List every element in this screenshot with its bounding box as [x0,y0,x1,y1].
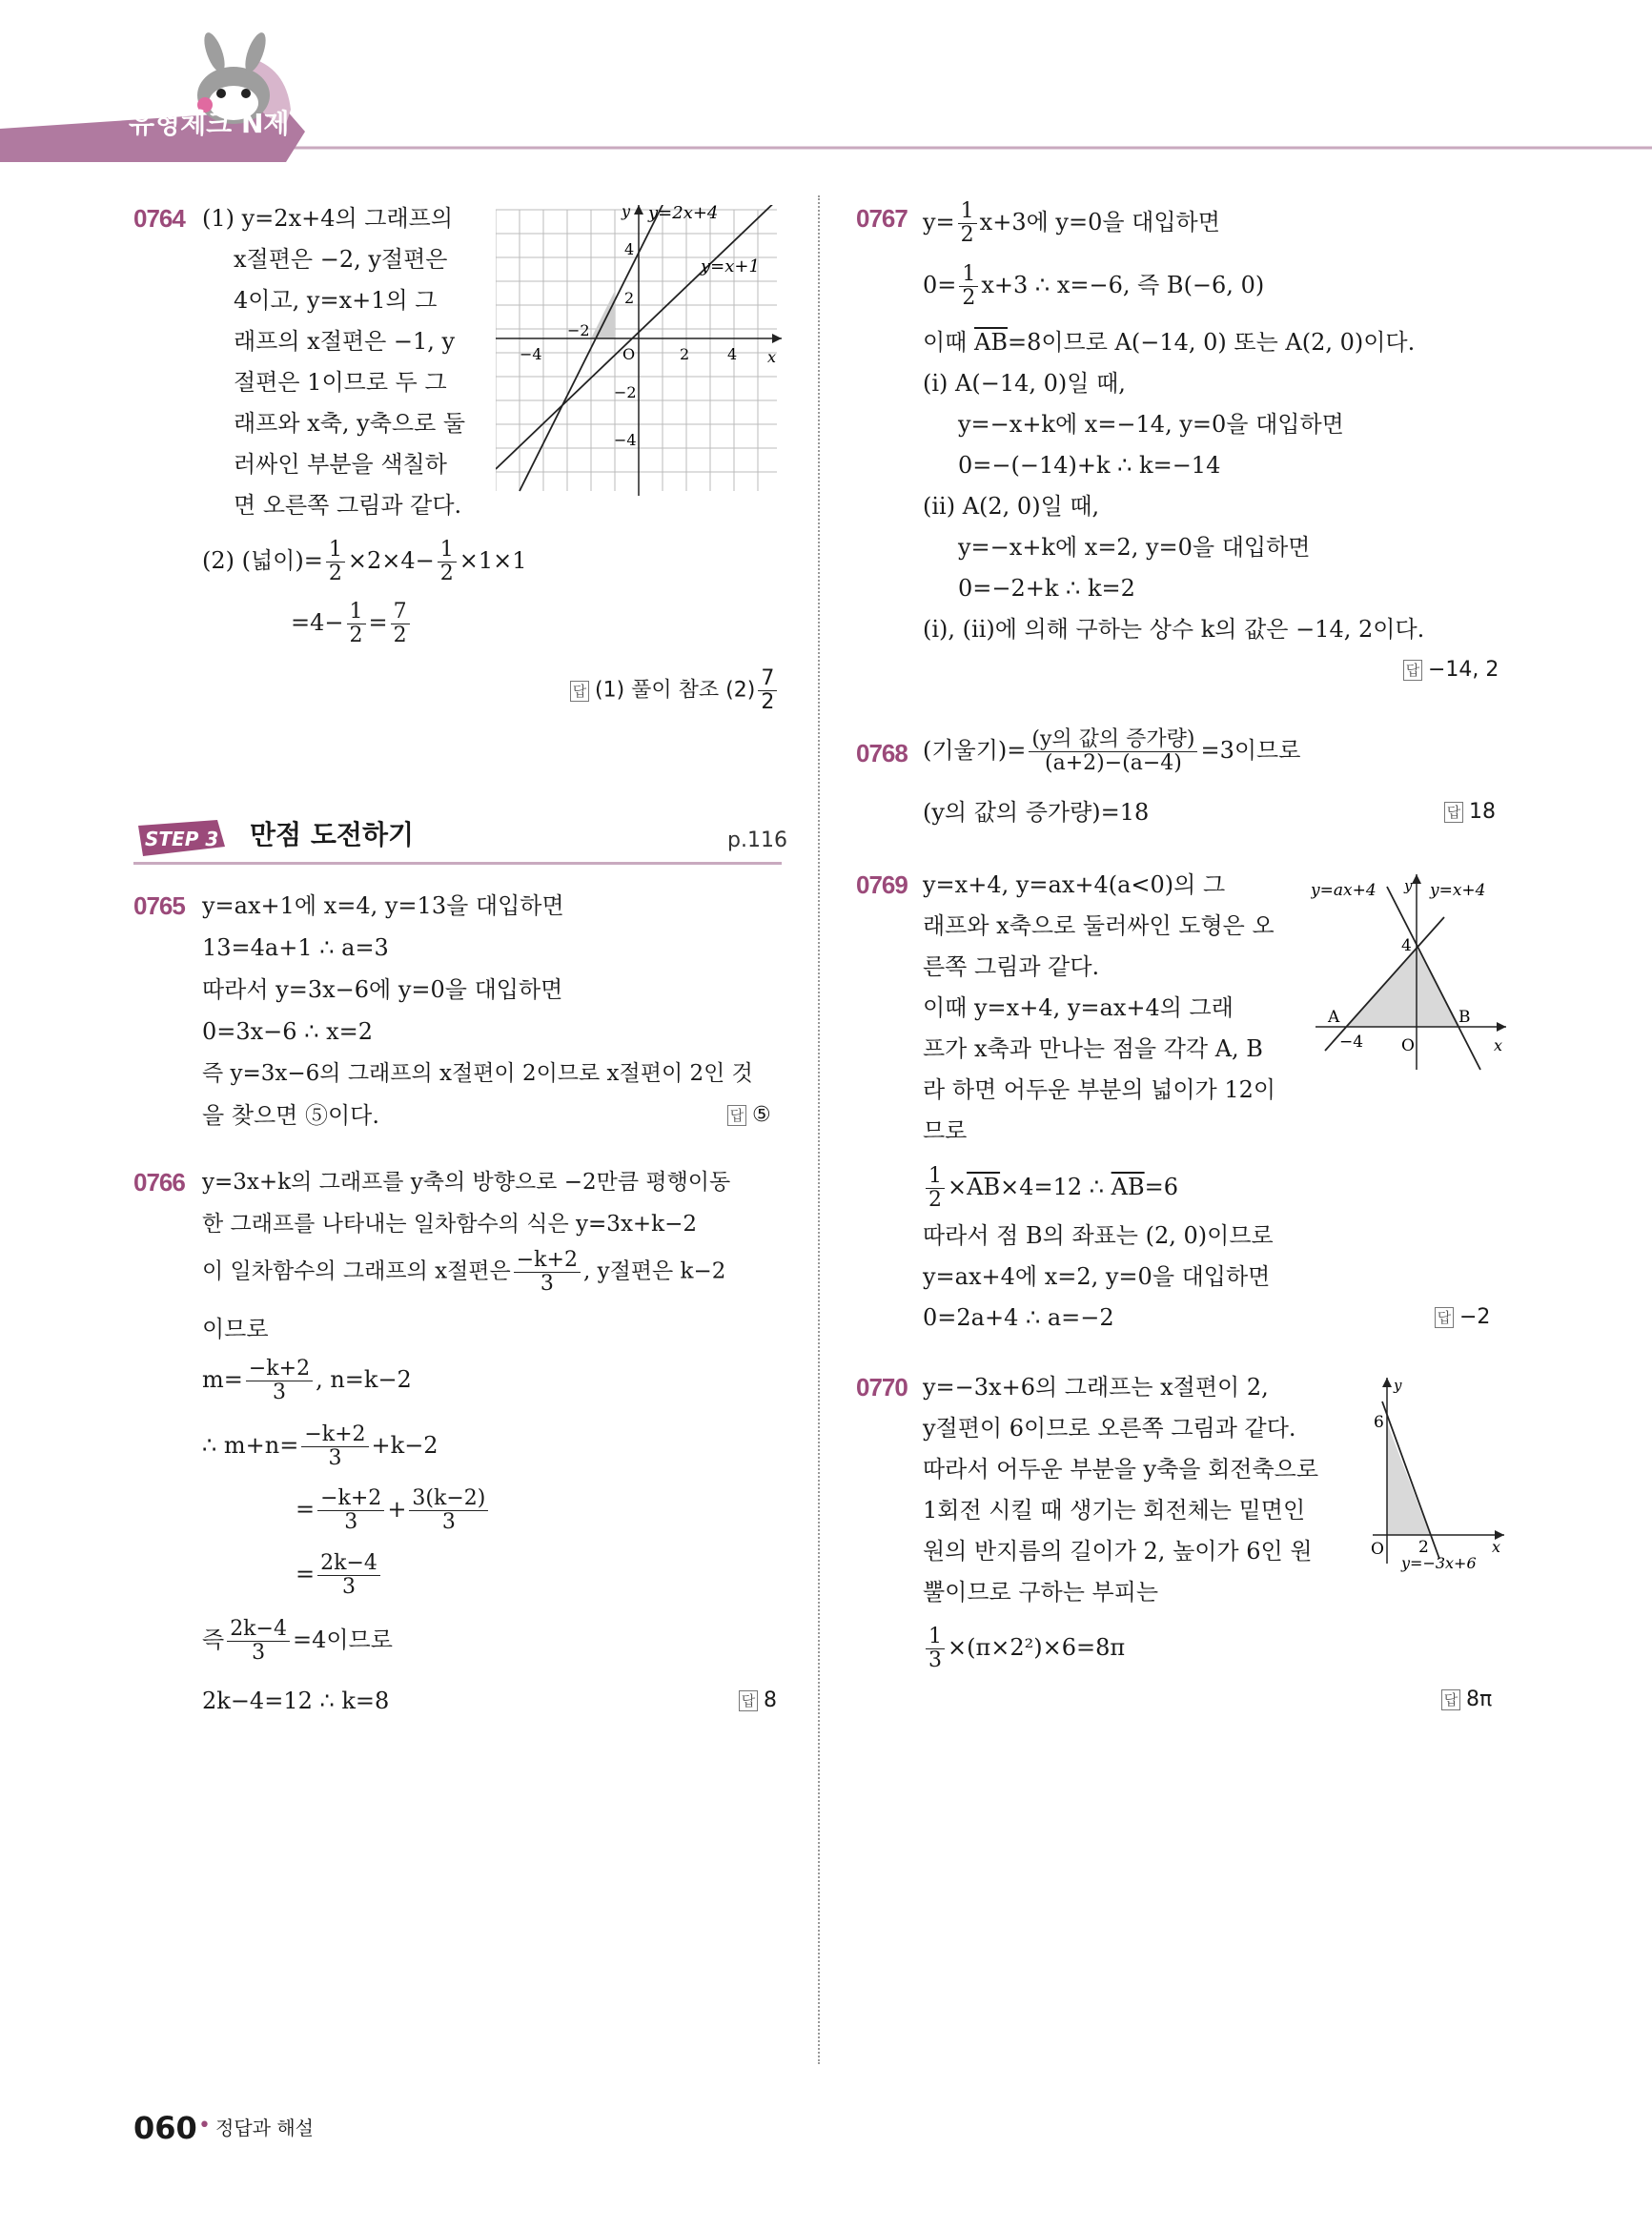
svg-text:2: 2 [680,345,690,363]
text-line: (기울기)= $\frac{\text{(y의 값의 증가량)}}{(a+2)-(a-4)}$ =3이므로 [923,727,1301,775]
text-line: y=ax+1에 x=4, y=13을 대입하면 [202,892,564,919]
text-line: y=−x+k에 x=2, y=0을 대입하면 [958,534,1311,561]
answer-0770: 답 8π [1441,1688,1492,1711]
svg-text:−4: −4 [1339,1033,1364,1052]
step3-badge: STEP 3 [145,828,219,850]
text-line: 0= $\frac{1}{2}$ x+3 ∴ x=−6, 즉 B(−6, 0) [923,262,1265,310]
text-line: 이 일차함수의 그래프의 x절편은 $\frac{-k+2}{3}$ , y절편은 k−2 [202,1248,726,1296]
problem-number: 0765 [133,891,185,920]
answer-0767: 답 −14, 2 [1403,658,1499,682]
text-line: 프가 x축과 만나는 점을 각각 A, B [923,1035,1263,1062]
svg-text:y=2x+4: y=2x+4 [648,205,719,223]
problem-number: 0764 [133,204,185,233]
text-line: 라 하면 어두운 부분의 넓이가 12이 [923,1076,1276,1103]
text-line: 이므로 [202,1316,269,1342]
area-line: (2) (넓이)= $\frac{1}{2}$ ×2×4− $\frac{1}{2}$ ×1×1 [202,538,527,585]
header-band [0,19,1652,162]
problem-number: 0770 [856,1373,908,1401]
answer-0768: 답 18 [1444,800,1496,824]
text-line: y=−x+k에 x=−14, y=0을 대입하면 [958,411,1344,438]
page-number: 060 [133,2110,197,2146]
text-line: m= $\frac{-k+2}{3}$ , n=k−2 [202,1357,412,1404]
svg-text:O: O [1371,1540,1384,1559]
section-page-ref: p.116 [727,829,787,852]
text-line: 래프와 x축으로 둘러싸인 도형은 오 [923,912,1275,939]
text-line: 이때 y=x+4, y=ax+4의 그래 [923,994,1234,1021]
svg-text:4: 4 [624,240,635,258]
graph-0769 [1311,869,1511,1074]
shaded-triangle [1346,948,1460,1027]
svg-text:2: 2 [624,289,635,307]
svg-text:−4: −4 [614,431,637,449]
svg-text:O: O [622,345,636,363]
text-line: 0=2a+4 ∴ a=−2 [923,1304,1114,1331]
text-line: y=−3x+6의 그래프는 x절편이 2, [923,1374,1269,1401]
svg-text:y: y [1404,877,1413,894]
text-line: = $\frac{2k-4}{3}$ [296,1552,383,1599]
text-line: = $\frac{-k+2}{3}$ + $\frac{3(k-2)}{3}$ [296,1487,491,1534]
footer-text: 정답과 해설 [215,2117,314,2139]
text-line: 따라서 어두운 부분을 y축을 회전축으로 [923,1456,1319,1483]
text-line: 을 찾으면 ⑤이다. [202,1102,379,1129]
text-line: y= $\frac{1}{2}$ x+3에 y=0을 대입하면 [923,199,1220,247]
svg-text:y=ax+4: y=ax+4 [1311,881,1377,900]
text-line: y=x+4, y=ax+4(a<0)의 그 [923,871,1226,898]
text-line: 2k−4=12 ∴ k=8 [202,1688,390,1714]
text-line: (1) y=2x+4의 그래프의 [202,205,454,232]
text-line: 따라서 점 B의 좌표는 (2, 0)이므로 [923,1222,1274,1249]
svg-text:x: x [1494,1036,1503,1054]
answer-0766: 답 8 [739,1688,777,1712]
shaded-triangle [1387,1422,1430,1535]
text-line: 0=−(−14)+k ∴ k=−14 [958,452,1221,479]
header-title: 유형체크 N제 [129,108,290,139]
text-line: 0=3x−6 ∴ x=2 [202,1018,374,1045]
svg-text:y=−3x+6: y=−3x+6 [1401,1554,1477,1572]
svg-text:6: 6 [1374,1413,1384,1432]
answer-0769: 답 −2 [1435,1305,1490,1329]
text-line: $\frac{1}{2}$ $\times\overline{AB}\times 4=12$ ∴ $\overline{AB}=6$ [923,1165,1178,1212]
svg-text:2: 2 [1418,1538,1429,1557]
text-line: ∴ m+n= $\frac{-k+2}{3}$ +k−2 [202,1422,438,1470]
text-line: x절편은 −2, y절편은 [234,246,448,273]
text-line: 1회전 시킬 때 생기는 회전체는 밑면인 [923,1497,1306,1524]
text-line: (y의 값의 증가량)=18 [923,799,1150,826]
section-title: 만점 도전하기 [250,819,415,850]
text-line: 즉 $\frac{2k-4}{3}$ =4이므로 [202,1617,393,1665]
problem-number: 0768 [856,739,908,767]
text-line: 래프의 x절편은 −1, y [234,328,456,355]
svg-text:A: A [1328,1008,1340,1027]
text-line: (i), (ii)에 의해 구하는 상수 k의 값은 −14, 2이다. [923,616,1425,643]
text-line: 13=4a+1 ∴ a=3 [202,934,389,961]
problem-number: 0767 [856,204,908,233]
text-line: 러싸인 부분을 색칠하 [234,451,447,478]
text-line: 0=−2+k ∴ k=2 [958,575,1135,602]
svg-text:y=x+4: y=x+4 [1430,881,1486,900]
text-line: $\frac{1}{3}$ ×(π×2²)×6=8π [923,1626,1125,1672]
text-line: 한 그래프를 나타내는 일차함수의 식은 y=3x+k−2 [202,1212,698,1237]
svg-text:y: y [1394,1377,1402,1394]
svg-text:y=x+1: y=x+1 [701,256,760,276]
svg-text:x: x [1492,1538,1501,1556]
svg-text:x: x [767,348,777,366]
svg-text:y: y [622,205,631,220]
footer-dot: • [198,2114,211,2138]
svg-text:B: B [1458,1008,1471,1027]
text-line: 따라서 y=3x−6에 y=0을 대입하면 [202,976,563,1003]
area-line-2: =4− $\frac{1}{2}$ = $\frac{7}{2}$ [291,601,413,647]
text-line: 뿔이므로 구하는 부피는 [923,1579,1159,1606]
text-line: y절편이 6이므로 오른쪽 그림과 같다. [923,1415,1296,1442]
graph-0764 [496,205,782,496]
svg-text:−4: −4 [520,345,542,363]
svg-text:4: 4 [727,345,738,363]
text-line: y=3x+k의 그래프를 y축의 방향으로 −2만큼 평행이동 [202,1170,731,1195]
text-line: 이때 $\overline{AB}=8$이므로 A(−14, 0) 또는 A(2, 0)이다. [923,329,1416,356]
text-line: 4이고, y=x+1의 그 [234,287,438,314]
text-line: 래프와 x축, y축으로 둘 [234,410,466,437]
graph-0770 [1363,1373,1506,1573]
text-line: 원의 반지름의 길이가 2, 높이가 6인 원 [923,1538,1313,1565]
answer-0764: 답 (1) 풀이 참조 (2) $\frac{7}{2}$ [570,667,780,714]
text-line: 면 오른쪽 그림과 같다. [234,492,462,519]
text-line: (i) A(−14, 0)일 때, [923,370,1126,397]
column-divider [818,195,820,2064]
text-line: y=ax+4에 x=2, y=0을 대입하면 [923,1263,1271,1290]
problem-number: 0766 [133,1168,185,1197]
svg-text:4: 4 [1401,936,1412,955]
answer-0765: 답 ⑤ [727,1103,771,1127]
text-line: 른쪽 그림과 같다. [923,953,1100,980]
section-rule [133,862,782,865]
problem-number: 0769 [856,870,908,899]
svg-text:O: O [1401,1036,1415,1055]
svg-text:−2: −2 [614,383,637,401]
text-line: 므로 [923,1117,968,1144]
text-line: 절편은 1이므로 두 그 [234,369,447,396]
text-line: 즉 y=3x−6의 그래프의 x절편이 2이므로 x절편이 2인 것 [202,1061,753,1086]
svg-text:−2: −2 [567,321,590,339]
text-line: (ii) A(2, 0)일 때, [923,493,1100,520]
